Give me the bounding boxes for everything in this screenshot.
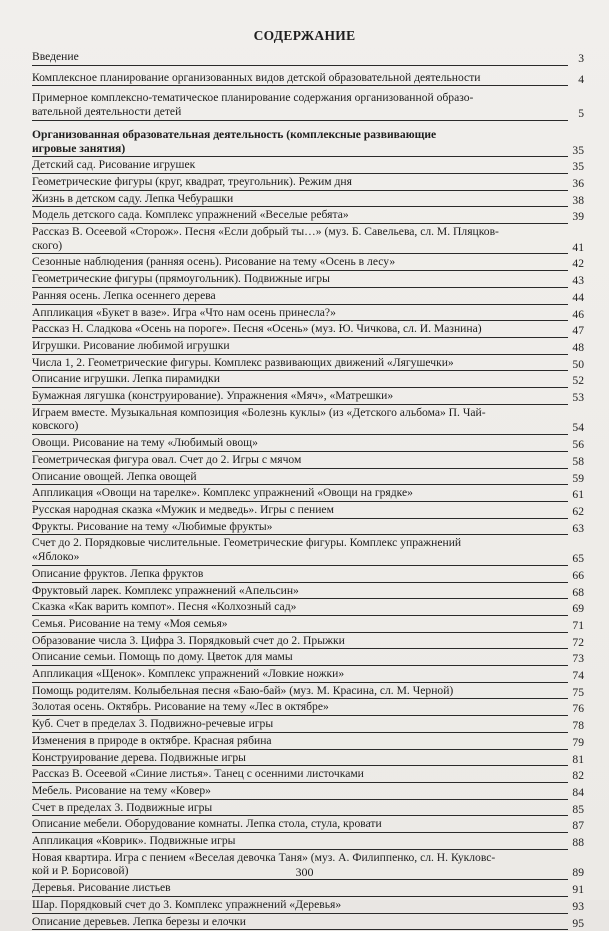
toc-entry-underline — [32, 320, 568, 321]
toc-entry-underline — [32, 173, 568, 174]
toc-entry-title: Рассказ В. Осеевой «Синие листья». Танец с осенними листочками — [32, 767, 364, 781]
toc-entry — [32, 567, 584, 583]
toc-entry-page: 75 — [572, 685, 584, 699]
toc-entry — [32, 406, 584, 435]
toc-entry — [32, 600, 584, 616]
toc-entry-underline — [32, 518, 568, 519]
toc-entry-underline — [32, 304, 568, 305]
toc-entry-page: 68 — [572, 585, 584, 599]
toc-entry-page: 79 — [572, 735, 584, 749]
toc-entry-title: Фруктовый ларек. Комплекс упражнений «Апельсин» — [32, 583, 299, 597]
toc-entry-title: Русская народная сказка «Мужик и медведь». Игры с пением — [32, 502, 334, 516]
toc-entry-underline — [32, 913, 568, 914]
toc-entry — [32, 834, 584, 850]
toc-entry — [32, 225, 584, 254]
toc-entry — [32, 50, 584, 66]
toc-entry-page: 42 — [572, 257, 584, 271]
toc-entry-underline — [32, 896, 568, 897]
toc-entry-page: 82 — [572, 769, 584, 783]
toc-entry — [32, 503, 584, 519]
toc-entry — [32, 372, 584, 388]
toc-entry-page: 91 — [572, 883, 584, 897]
toc-entry — [32, 617, 584, 633]
toc-entry — [32, 700, 584, 716]
toc-entry-title: Куб. Счет в пределах 3. Подвижно-речевые игры — [32, 717, 274, 731]
toc-entry-underline — [32, 434, 568, 435]
toc-entry-page: 46 — [572, 307, 584, 321]
toc-entry-underline — [32, 451, 568, 452]
toc-entry-title: Игрушки. Рисование любимой игрушки — [32, 338, 230, 352]
toc-entry — [32, 536, 584, 565]
toc-entry-title: Счет в пределах 3. Подвижные игры — [32, 800, 213, 814]
toc-entry-underline — [32, 698, 568, 699]
toc-entry-title: вательной деятельности детей — [32, 105, 182, 119]
toc-entry-underline — [32, 501, 568, 502]
toc-entry — [32, 453, 584, 469]
toc-entry-underline — [32, 665, 568, 666]
toc-entry-title: Аппликация «Коврик». Подвижные игры — [32, 834, 236, 848]
toc-entry-page: 47 — [572, 324, 584, 338]
toc-entry-page: 48 — [572, 340, 584, 354]
toc-entry — [32, 322, 584, 338]
toc-entry — [32, 71, 584, 87]
toc-entry-underline — [32, 85, 568, 86]
toc-entry-page: 87 — [572, 819, 584, 833]
toc-entry — [32, 208, 584, 224]
toc-entry-title: Описание семьи. Помощь по дому. Цветок для мамы — [32, 650, 293, 664]
toc-entry-underline — [32, 782, 568, 783]
toc-entry — [32, 356, 584, 372]
toc-entry-page: 35 — [572, 160, 584, 174]
table-of-contents — [32, 50, 584, 931]
toc-entry-underline — [32, 337, 568, 338]
toc-entry — [32, 306, 584, 322]
toc-entry-title: Числа 1, 2. Геометрические фигуры. Комплекс развивающих движений «Лягушечки» — [32, 355, 454, 369]
toc-entry-title: Играем вместе. Музыкальная композиция «Болезнь куклы» (из «Детского альбома» П. Чай- — [32, 405, 486, 419]
toc-entry-page: 89 — [572, 866, 584, 880]
toc-entry — [32, 784, 584, 800]
toc-entry-title: Конструирование дерева. Подвижные игры — [32, 750, 246, 764]
toc-entry-title: Описание игрушки. Лепка пирамидки — [32, 372, 220, 386]
toc-entry-title: ского) — [32, 238, 63, 252]
toc-entry-title: Детский сад. Рисование игрушек — [32, 158, 196, 172]
toc-entry-underline — [32, 598, 568, 599]
toc-entry — [32, 898, 584, 914]
toc-entry — [32, 584, 584, 600]
page-number: 300 — [295, 865, 314, 879]
toc-entry — [32, 717, 584, 733]
toc-entry-page: 36 — [572, 176, 584, 190]
toc-entry-underline — [32, 65, 568, 66]
toc-entry-underline — [32, 468, 568, 469]
toc-entry-underline — [32, 749, 568, 750]
toc-entry-underline — [32, 565, 568, 566]
toc-entry-page: 88 — [572, 836, 584, 850]
toc-entry-title: Образование числа 3. Цифра 3. Порядковый счет до 2. Прыжки — [32, 633, 345, 647]
toc-entry-underline — [32, 765, 568, 766]
toc-entry-title: Геометрические фигуры (круг, квадрат, треугольник). Режим дня — [32, 174, 352, 188]
toc-entry-title: Семья. Рисование на тему «Моя семья» — [32, 616, 228, 630]
toc-entry-title: Шар. Порядковый счет до 3. Комплекс упражнений «Деревья» — [32, 897, 342, 911]
toc-entry-title: Аппликация «Щенок». Комплекс упражнений «Ловкие ножки» — [32, 667, 345, 681]
toc-entry-underline — [32, 929, 568, 930]
toc-entry-page: 61 — [572, 488, 584, 502]
toc-entry-page: 39 — [572, 210, 584, 224]
toc-entry-underline — [32, 715, 568, 716]
toc-entry — [32, 91, 584, 120]
toc-entry-title: Фрукты. Рисование на тему «Любимые фрукты» — [32, 519, 273, 533]
toc-entry — [32, 751, 584, 767]
toc-entry — [32, 255, 584, 271]
toc-entry-page: 62 — [572, 504, 584, 518]
toc-entry — [32, 272, 584, 288]
toc-entry-underline — [32, 648, 568, 649]
toc-entry — [32, 486, 584, 502]
toc-entry — [32, 915, 584, 931]
toc-entry — [32, 470, 584, 486]
toc-entry-underline — [32, 534, 568, 535]
toc-entry — [32, 767, 584, 783]
toc-entry-page: 72 — [572, 635, 584, 649]
toc-entry-title: Новая квартира. Игра с пением «Веселая девочка Таня» (муз. А. Филиппенко, сл. Н. Кукловс- — [32, 850, 496, 864]
toc-entry-underline — [32, 270, 568, 271]
toc-entry-page: 69 — [572, 602, 584, 616]
toc-entry-underline — [32, 484, 568, 485]
toc-entry-page: 85 — [572, 802, 584, 816]
toc-entry-underline — [32, 582, 568, 583]
toc-entry-page: 44 — [572, 290, 584, 304]
toc-entry-underline — [32, 682, 568, 683]
toc-entry — [32, 175, 584, 191]
toc-entry-underline — [32, 120, 568, 121]
toc-entry-page: 56 — [572, 438, 584, 452]
toc-entry-page: 58 — [572, 454, 584, 468]
toc-entry — [32, 128, 584, 157]
toc-entry-title: Аппликация «Овощи на тарелке». Комплекс упражнений «Овощи на грядке» — [32, 486, 413, 500]
toc-entry-underline — [32, 832, 568, 833]
toc-entry-page: 50 — [572, 357, 584, 371]
toc-entry-title: Аппликация «Букет в вазе». Игра «Что нам осень принесла?» — [32, 305, 336, 319]
toc-entry-title: Сказка «Как варить компот». Песня «Колхозный сад» — [32, 600, 297, 614]
toc-entry-title: Примерное комплексно-тематическое планирование содержания организованной образо- — [32, 91, 474, 105]
toc-entry — [32, 158, 584, 174]
toc-entry-page: 76 — [572, 702, 584, 716]
toc-entry-underline — [32, 253, 568, 254]
toc-entry-title: кой и Р. Борисовой) — [32, 864, 129, 878]
toc-entry-page: 5 — [578, 107, 584, 121]
toc-entry — [32, 436, 584, 452]
toc-entry-page: 4 — [578, 72, 584, 86]
toc-entry — [32, 339, 584, 355]
toc-entry-title: Комплексное планирование организованных видов детской образовательной деятельности — [32, 70, 481, 84]
toc-entry-underline — [32, 404, 568, 405]
toc-entry-title: Деревья. Рисование листьев — [32, 881, 171, 895]
toc-entry-title: Ранняя осень. Лепка осеннего дерева — [32, 288, 216, 302]
toc-entry-underline — [32, 190, 568, 191]
toc-entry-page: 3 — [578, 52, 584, 65]
toc-entry-underline — [32, 206, 568, 207]
toc-entry-title: Геометрические фигуры (прямоугольник). Подвижные игры — [32, 272, 330, 286]
toc-entry — [32, 650, 584, 666]
toc-entry — [32, 634, 584, 650]
toc-entry-title: Изменения в природе в октябре. Красная рябина — [32, 733, 272, 747]
toc-entry-underline — [32, 287, 568, 288]
toc-entry — [32, 520, 584, 536]
toc-entry-title: Овощи. Рисование на тему «Любимый овощ» — [32, 436, 258, 450]
toc-entry — [32, 734, 584, 750]
toc-entry-page: 54 — [572, 421, 584, 435]
toc-entry-underline — [32, 799, 568, 800]
toc-entry-underline — [32, 732, 568, 733]
toc-entry-underline — [32, 849, 568, 850]
toc-entry-underline — [32, 615, 568, 616]
toc-entry — [32, 192, 584, 208]
toc-entry-title: Описание овощей. Лепка овощей — [32, 469, 197, 483]
toc-entry-title: Счет до 2. Порядковые числительные. Геометрические фигуры. Комплекс упражнений — [32, 536, 462, 550]
toc-entry-title: Жизнь в детском саду. Лепка Чебурашки — [32, 191, 234, 205]
toc-entry-title: Введение — [32, 50, 79, 63]
toc-entry-page: 41 — [572, 240, 584, 254]
toc-entry-title: Описание мебели. Оборудование комнаты. Лепка стола, стула, кровати — [32, 817, 382, 831]
toc-entry-title: Рассказ Н. Сладкова «Осень на пороге». Песня «Осень» (муз. Ю. Чичкова, сл. И. Мазнина) — [32, 322, 482, 336]
toc-entry-title: Описание деревьев. Лепка березы и елочки — [32, 914, 246, 928]
toc-entry-page: 63 — [572, 521, 584, 535]
toc-entry-page: 59 — [572, 471, 584, 485]
toc-entry-underline — [32, 387, 568, 388]
toc-entry — [32, 667, 584, 683]
toc-entry-page: 93 — [572, 899, 584, 913]
toc-entry-underline — [32, 156, 568, 157]
toc-entry — [32, 289, 584, 305]
toc-entry-page: 81 — [572, 752, 584, 766]
toc-entry-page: 52 — [572, 374, 584, 388]
toc-entry-page: 66 — [572, 568, 584, 582]
toc-entry-title: игровые занятия) — [32, 141, 126, 155]
toc-entry — [32, 684, 584, 700]
toc-entry — [32, 817, 584, 833]
toc-entry-title: Золотая осень. Октябрь. Рисование на тему «Лес в октябре» — [32, 700, 329, 714]
toc-entry-title: Рассказ В. Осеевой «Сторож». Песня «Если добрый ты…» (муз. Б. Савельева, сл. М. Пляцков- — [32, 225, 499, 239]
toc-entry-title: «Яблоко» — [32, 550, 80, 564]
toc-entry-title: Описание фруктов. Лепка фруктов — [32, 566, 204, 580]
toc-entry-page: 73 — [572, 652, 584, 666]
toc-entry-underline — [32, 223, 568, 224]
toc-entry-title: ковского) — [32, 419, 79, 433]
toc-entry — [32, 389, 584, 405]
toc-entry-title: Бумажная лягушка (конструирование). Упражнения «Мяч», «Матрешки» — [32, 389, 394, 403]
toc-entry-page: 78 — [572, 719, 584, 733]
page-title: СОДЕРЖАНИЕ — [253, 28, 356, 43]
toc-entry-title: Организованная образовательная деятельность (комплексные развивающие — [32, 127, 437, 141]
toc-entry-underline — [32, 354, 568, 355]
toc-entry-page: 74 — [572, 669, 584, 683]
toc-entry-page: 84 — [572, 785, 584, 799]
toc-entry-page: 95 — [572, 916, 584, 930]
toc-entry-underline — [32, 370, 568, 371]
toc-entry-underline — [32, 632, 568, 633]
toc-entry — [32, 881, 584, 897]
toc-entry-title: Помощь родителям. Колыбельная песня «Баю-бай» (муз. М. Красина, сл. М. Черной) — [32, 683, 454, 697]
toc-entry-page: 38 — [572, 193, 584, 207]
toc-entry — [32, 801, 584, 817]
toc-entry-underline — [32, 815, 568, 816]
toc-entry-page: 71 — [572, 618, 584, 632]
toc-entry-title: Геометрическая фигура овал. Счет до 2. Игры с мячом — [32, 452, 302, 466]
toc-entry-title: Мебель. Рисование на тему «Ковер» — [32, 783, 211, 797]
toc-entry-title: Сезонные наблюдения (ранняя осень). Рисование на тему «Осень в лесу» — [32, 255, 396, 269]
toc-entry-page: 35 — [572, 143, 584, 157]
toc-entry-title: Модель детского сада. Комплекс упражнений «Веселые ребята» — [32, 208, 349, 222]
toc-entry-page: 65 — [572, 552, 584, 566]
toc-entry-page: 43 — [572, 274, 584, 288]
toc-entry-page: 53 — [572, 391, 584, 405]
